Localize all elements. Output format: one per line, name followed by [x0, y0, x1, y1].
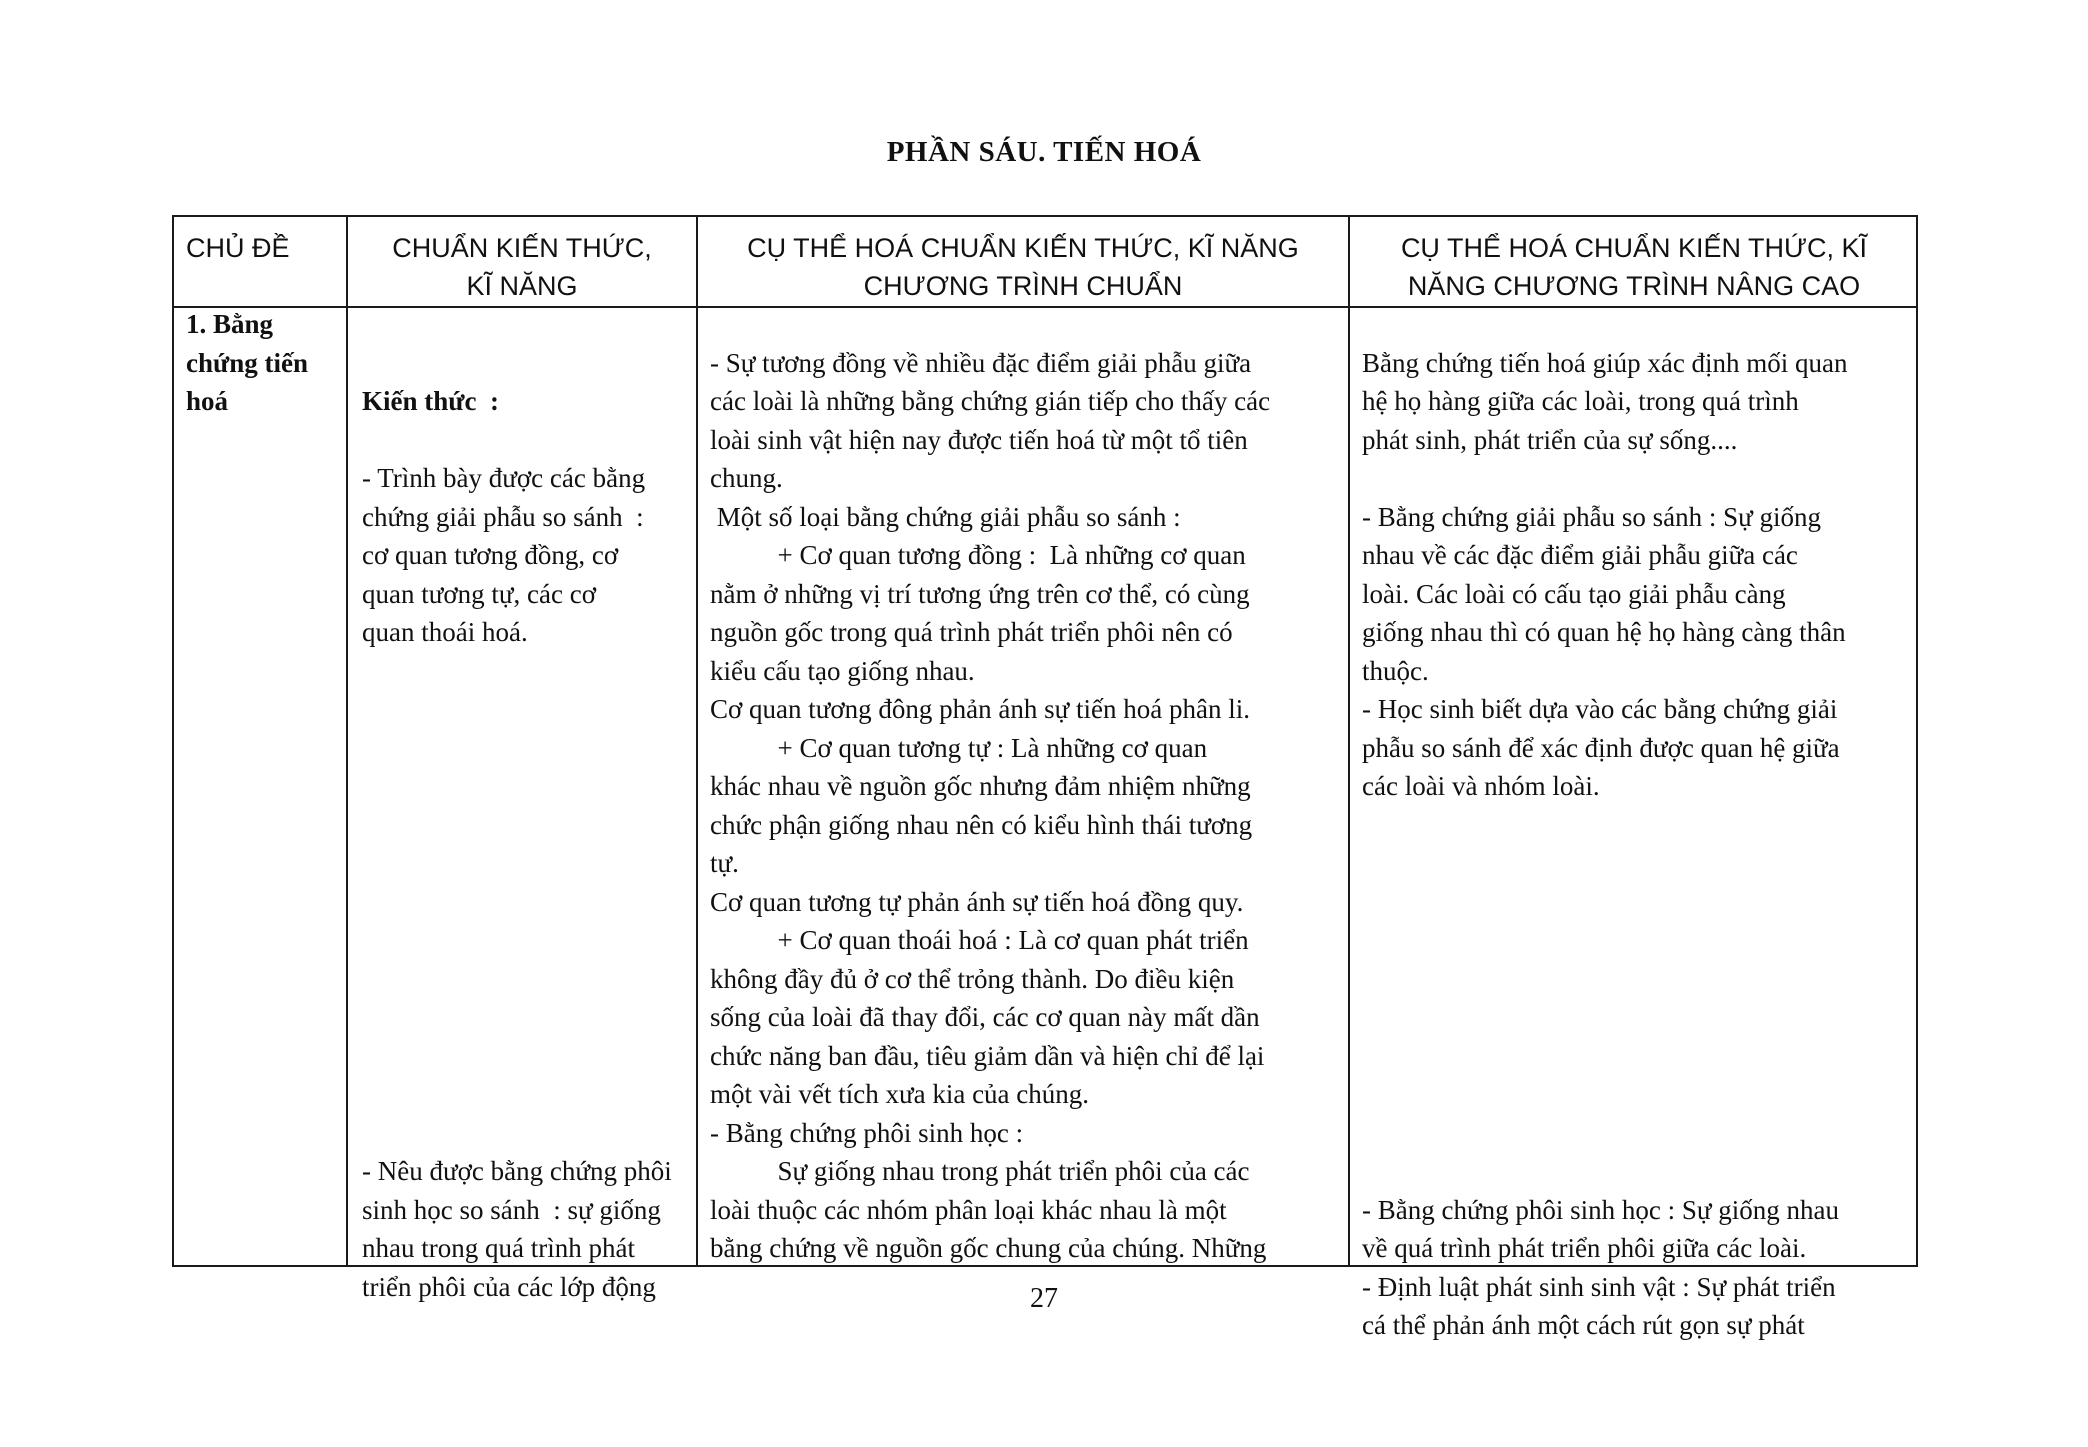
- header-basic-program: CỤ THỂ HOÁ CHUẨN KIẾN THỨC, KĨ NĂNG CHƯƠNG TRÌNH CHUẨN: [747, 233, 1299, 301]
- column-divider: [346, 217, 348, 1265]
- column-divider: [1348, 217, 1350, 1265]
- cell-standard: [362, 305, 692, 1302]
- standard-text: Kiến thức : - Trình bày được các bằng chứng giải phẫu so sánh : cơ quan tương đồng, cơ quan tương tự, các cơ quan thoái hoá. - Nêu được bằng chứng phôi sinh học so sánh : sự giống nhau trong quá trình phát triển phôi của các lớp động: [362, 386, 672, 1302]
- knowledge-label: Kiến thức :: [362, 386, 499, 416]
- header-topic: CHỦ ĐỀ: [186, 233, 290, 263]
- column-divider: [696, 217, 698, 1265]
- cell-advanced-program: Bằng chứng tiến hoá giúp xác định mối quan hệ họ hàng giữa các loài, trong quá trình phát sinh, phát triển của sự sống.... - Bằng chứng giải phẫu so sánh : Sự giống nhau về các đặc điểm giải phẫu giữa các loài. Các loài có cấu tạo giải phẫu càng giống nhau thì có quan hệ họ hàng càng thân thuộc. - Học sinh biết dựa vào các bằng chứng giải phẫu so sánh để xác định được quan hệ giữa các loài và nhóm loài. - Bằng chứng phôi sinh học : Sự giống nhau về quá trình phát triển phôi giữa các loài. - Định luật phát sinh sinh vật : Sự phát triển cá thể phản ánh một cách rút gọn sự phát: [1362, 347, 1848, 1340]
- page-title: PHẦN SÁU. TIẾN HOÁ: [886, 136, 1202, 168]
- page-number: 27: [1030, 1283, 1058, 1314]
- header-standard: CHUẨN KIẾN THỨC, KĨ NĂNG: [392, 233, 652, 301]
- cell-topic: 1. Bằng chứng tiến hoá: [186, 309, 308, 416]
- header-advanced-program: CỤ THỂ HOÁ CHUẨN KIẾN THỨC, KĨ NĂNG CHƯƠNG TRÌNH NÂNG CAO: [1400, 233, 1868, 301]
- cell-basic-program: - Sự tương đồng về nhiều đặc điểm giải phẫu giữa các loài là những bằng chứng gián tiếp cho thấy các loài sinh vật hiện nay được tiến hoá từ một tổ tiên chung. Một số loại bằng chứng giải phẫu so sánh : + Cơ quan tương đồng : Là những cơ quan nằm ở những vị trí tương ứng trên cơ thể, có cùng nguồn gốc trong quá trình phát triển phôi nên có kiểu cấu tạo giống nhau. Cơ quan tương đông phản ánh sự tiến hoá phân li. + Cơ quan tương tự : Là những cơ quan khác nhau về nguồn gốc nhưng đảm nhiệm những chức phận giống nhau nên có kiểu hình thái tương tự. Cơ quan tương tự phản ánh sự tiến hoá đồng quy. + Cơ quan thoái hoá : Là cơ quan phát triển không đầy đủ ở cơ thể trỏng thành. Do điều kiện sống của loài đã thay đổi, các cơ quan này mất dần chức năng ban đầu, tiêu giảm dần và hiện chỉ để lại một vài vết tích xưa kia của chúng. - Bằng chứng phôi sinh học : Sự giống nhau trong phát triển phôi của các loài thuộc các nhóm phân loại khác nhau là một bằng chứng về nguồn gốc chung của chúng. Những: [710, 347, 1271, 1263]
